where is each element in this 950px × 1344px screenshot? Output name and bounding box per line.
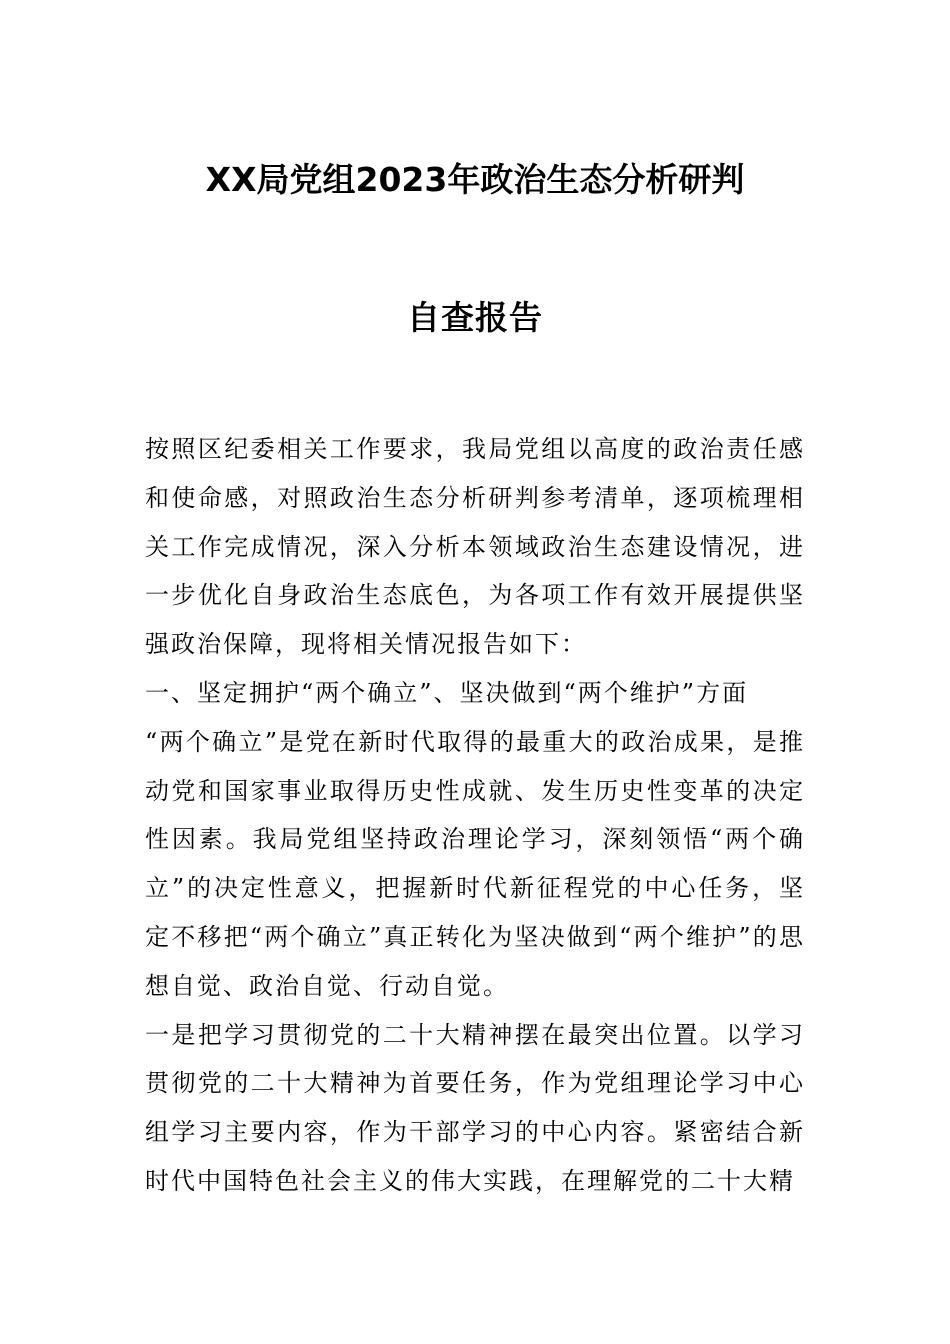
- document-subtitle: 自查报告: [407, 298, 543, 337]
- paragraph-intro: 按照区纪委相关工作要求，我局党组以高度的政治责任感和使命感，对照政治生态分析研判参考清单，逐项梳理相关工作完成情况，深入分析本领域政治生态建设情况，进一步优化自身政治生态底色，为各项工作有效开展提供坚强政治保障，现将相关情况报告如下：: [145, 435, 805, 659]
- document-title: XX局党组2023年政治生态分析研判: [205, 160, 745, 199]
- paragraph-two-establishments: “两个确立”是党在新时代取得的最重大的政治成果，是推动党和国家事业取得历史性成就、发生历史性变革的决定性因素。我局党组坚持政治理论学习，深刻领悟“两个确立”的决定性意义，把握新时代新征程党的中心任务，坚定不移把“两个确立”真正转化为坚决做到“两个维护”的思想自觉、政治自觉、行动自觉。: [145, 727, 805, 1000]
- paragraph-point-one: 一是把学习贯彻党的二十大精神摆在最突出位置。以学习贯彻党的二十大精神为首要任务，作为党组理论学习中心组学习主要内容，作为干部学习的中心内容。紧密结合新时代中国特色社会主义的伟大实践，在理解党的二十大精: [145, 1020, 805, 1195]
- section-heading-1: 一、坚定拥护“两个确立”、坚决做到“两个维护”方面: [145, 678, 749, 707]
- document-body: [145, 425, 805, 1206]
